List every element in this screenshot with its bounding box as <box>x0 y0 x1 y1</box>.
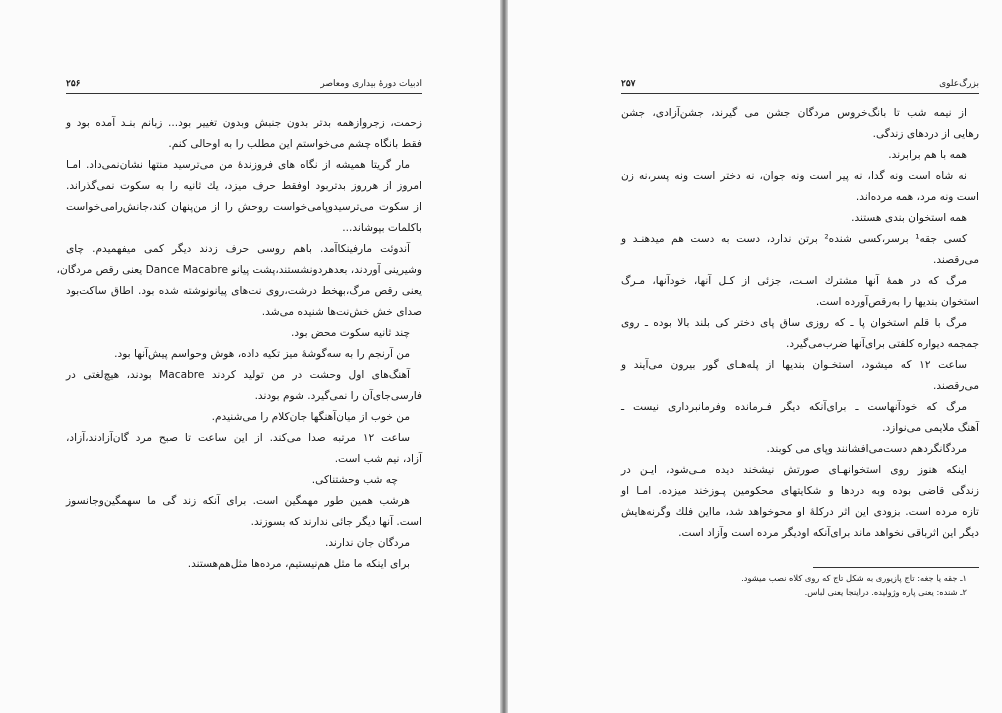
footnote-rule <box>813 567 979 568</box>
text-line: امروز از هرروز بدتربود اوفقط حرف میزد، یك ثانیه را به سکوت نمی‌گذراند. <box>66 180 422 192</box>
text-line: اینکه هنوز روی استخوانهـای صورتش نیشخند دیده مـی‌شود، ایـن در <box>621 464 967 476</box>
running-title: بزرگ‌علوی <box>939 79 979 89</box>
text-line: مرگ که خودآنهاست ـ برای‌آنکه دیگر فـرمانده وفرمانبرداری نیست ـ <box>621 401 967 413</box>
book-gutter <box>500 0 508 713</box>
text-line: جمجمه دیواره کلفتی برای‌آنها ضرب‌می‌گیرد. <box>786 338 979 350</box>
text-line: آزاد، نیم شب است. <box>334 453 422 465</box>
text-line: برای اینکه ما مثل هم‌نیستیم، مرده‌ها مثل‌هم‌هستند. <box>187 558 410 570</box>
text-line: همه با هم برابرند. <box>888 149 967 161</box>
text-line: است ونه مرد، همه مرده‌اند. <box>855 191 979 203</box>
text-line: چه شب وحشتناکی. <box>311 474 398 486</box>
header-rule <box>66 93 422 94</box>
right-page <box>508 0 1002 713</box>
text-line: نه شاه است ونه گدا، نه پیر است ونه جوان، نه دختر است ونه پسر،نه زن <box>621 170 967 182</box>
text-line: صدای خش خش‌نت‌ها شنیده می‌شد. <box>261 306 422 318</box>
text-line: می‌رقصند. <box>933 254 979 266</box>
text-line: مرگ با قلم استخوان پا ـ که روزی ساق پای دختر کی بلند بالا بوده ـ روی <box>621 317 967 329</box>
text-line: از نیمه شب تا بانگ‌خروس مردگان جشن می گیرند، جشن‌آزادی، جشن <box>621 107 967 119</box>
page-number: ۲۵۷ <box>621 79 636 89</box>
text-line: همه استخوان بندی هستند. <box>851 212 967 224</box>
header-rule <box>621 93 979 94</box>
text-line: فقط بانگاه چشم می‌خواستم این مطلب را به اوحالی کنم. <box>168 138 422 150</box>
text-line: آندوئت مارفینکاآمد. باهم روسی حرف زدند دیگر کمی میفهمیدم. چای <box>66 243 410 255</box>
left-page-body <box>56 113 422 575</box>
text-line: ساعت ۱۲ مرتبه صدا می‌کند. از این ساعت تا صبح مرد گان‌آزادند،آزاد، <box>66 432 410 444</box>
text-line: هرشب همین طور مهمگین است. برای آنکه زند گی ما سهمگین‌وجانسوز <box>66 495 410 507</box>
running-title: ادبیات دورهٔ بیداری ومعاصر <box>320 79 422 89</box>
text-line: یعنی رقص مرگ،بهخط درشت،روی نت‌های پیانونوشته شده بود. اطاق ساکت‌بود <box>66 285 422 297</box>
footnotes <box>621 571 979 599</box>
left-page <box>0 0 500 713</box>
right-page-body <box>621 103 979 544</box>
text-line: مردگان جان ندارند. <box>324 537 410 549</box>
text-line: مار گریتا همیشه از نگاه های فروزندهٔ من می‌ترسید منتها نشان‌نمی‌داد. امـا <box>66 159 410 171</box>
text-line: من آرنجم را به سه‌گوشهٔ میز تکیه داده، هوش وحواسم پیش‌آنها بود. <box>114 348 410 360</box>
text-line: مرگ که در همهٔ آنها مشترك اسـت، جزئی از کـل آنها، خودآنها، مـرگ <box>621 275 967 287</box>
text-line: چند ثانیه سکوت محض بود. <box>291 327 410 339</box>
text-line: تازه مرده است. بزودی این اثر درکلهٔ او محوخواهد شد، مااین فلك وگرنه‌هایش <box>621 506 979 518</box>
text-line: وشیرینی آوردند، بعدهردونشستند،پشت پیانو Dance Macabre یعنی رقص مردگان، <box>56 264 422 276</box>
text-line: مردگانگردهم دست‌می‌افشانند وپای می کوبند. <box>766 443 967 455</box>
text-line: از سکوت می‌ترسیدوپامی‌خواست روحش را از من‌پنهان کند،جانش‌رامی‌خواست <box>66 201 422 213</box>
footnote: ۲ـ شنده: یعنی پاره وژولیده. دراینجا یعنی لباس. <box>804 587 967 597</box>
footnote: ۱ـ جقه یا جغه: تاج پازیوری به شکل تاج که روی کلاه نصب میشود. <box>741 573 967 583</box>
page-number: ۲۵۶ <box>66 79 81 89</box>
text-line: استخوان بندیها را به‌رقص‌آورده است. <box>815 296 979 308</box>
text-line: دیگر این اثرباقی نخواهد ماند برای‌آنکه اودیگر مرده است وآزاد است. <box>678 527 979 539</box>
text-line: رهایی از دردهای زندگی. <box>872 128 979 140</box>
text-line: فارسی‌جای‌آن را نمی‌گیرد. شوم بودند. <box>254 390 422 402</box>
text-line: است. آنها دیگر جائی ندارند که بسوزند. <box>250 516 422 528</box>
text-line: ساعت ۱۲ که میشود، استخـوان بندیها از پله‌هـای گور بیرون می‌آیند و <box>621 359 967 371</box>
text-line: من خوب از میان‌آهنگها جان‌کلام را می‌شنیدم. <box>211 411 410 423</box>
text-line: زندگی قاضی بوده وبه دردها و شکایتهای محکومین پـوزخند میزده. امـا او <box>621 485 979 497</box>
text-line: آهنگ ملایمی می‌نوازد. <box>882 422 979 434</box>
text-line: کسی جقه¹ برسر،کسی شنده² برتن ندارد، دست به دست هم میدهنـد و <box>621 233 967 245</box>
text-line: آهنگ‌های اول وحشت در من تولید کردند Macabre بودند، هیچ‌لغتی در <box>66 369 410 381</box>
text-line: زحمت، زجروازهمه بدتر بدون جنبش وبدون تغییر بود... زبانم بنـد آمده بود و <box>66 117 422 129</box>
text-line: می‌رقصند. <box>933 380 979 392</box>
text-line: باکلمات بپوشاند... <box>342 222 422 234</box>
